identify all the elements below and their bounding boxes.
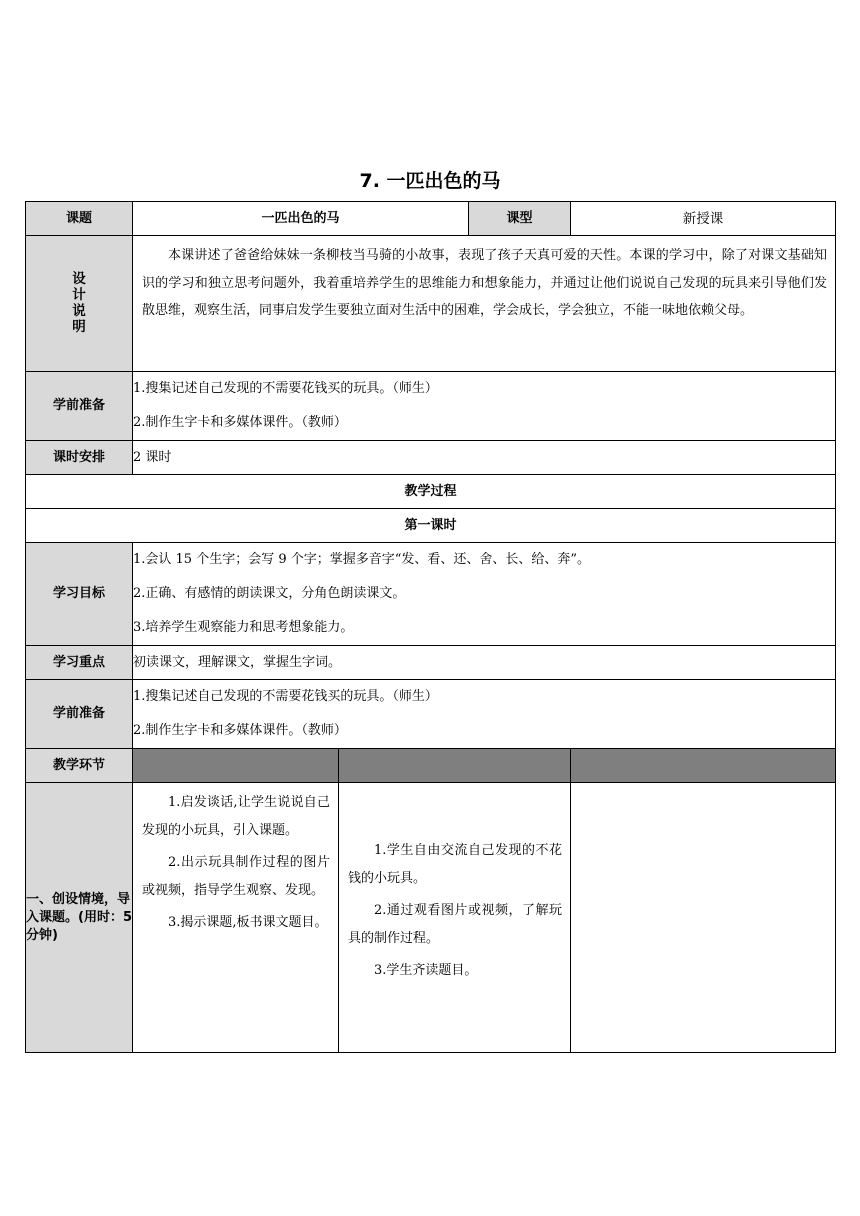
design-text-cell: [133, 236, 836, 372]
focus-label: 学习重点: [26, 646, 133, 680]
goals-items: [133, 543, 836, 646]
student-step: 1.学生自由交流自己发现的不花钱的小玩具。: [348, 843, 563, 886]
process-heading: 教学过程: [26, 475, 836, 509]
topic-value: 一匹出色的马: [133, 202, 469, 236]
schedule-label: 课时安排: [26, 441, 133, 475]
lesson-heading-row: [26, 509, 836, 543]
goal-item: 1.会认 15 个生字；会写 9 个字；掌握多音字“发、看、还、舍、长、给、奔”。: [133, 552, 591, 567]
steps-label: 教学环节: [26, 749, 133, 783]
teacher-step: 1.启发谈话,让学生说说自己发现的小玩具，引入课题。: [142, 795, 330, 838]
teacher-step: 2.出示玩具制作过程的图片或视频，指导学生观察、发现。: [142, 855, 330, 898]
goals-row: [26, 543, 836, 646]
prep1-item: 2.制作生字卡和多媒体课件。（教师）: [133, 415, 347, 430]
steps-header-notes: [571, 749, 836, 783]
prep1-label: 学前准备: [26, 372, 133, 441]
design-label: [26, 236, 133, 372]
design-row: [26, 236, 836, 372]
stage1-student: [339, 783, 570, 985]
prep1-item: 1.搜集记述自己发现的不需要花钱买的玩具。（师生）: [133, 381, 438, 396]
stage1-row: [26, 783, 836, 1053]
prep1-row: [26, 372, 836, 441]
goal-item: 3.培养学生观察能力和思考想象能力。: [133, 620, 354, 635]
schedule-row: [26, 441, 836, 475]
stage1-student-cell: [339, 783, 571, 1053]
lesson-plan-table: [25, 201, 836, 1053]
prep2-row: [26, 680, 836, 749]
stage1-notes-cell: [571, 783, 836, 1053]
steps-header-teacher: [133, 749, 339, 783]
goals-label: 学习目标: [26, 543, 133, 646]
stage1-teacher: [133, 783, 338, 937]
student-step: 2.通过观看图片或视频，了解玩具的制作过程。: [348, 903, 563, 946]
goal-item: 2.正确、有感情的朗读课文，分角色朗读课文。: [133, 586, 406, 601]
prep2-item: 1.搜集记述自己发现的不需要花钱买的玩具。（师生）: [133, 689, 438, 704]
focus-row: [26, 646, 836, 680]
prep2-item: 2.制作生字卡和多媒体课件。（教师）: [133, 723, 347, 738]
header-row: [26, 202, 836, 236]
design-label-chars: 设 计 说 明: [72, 270, 86, 335]
process-heading-row: [26, 475, 836, 509]
student-step: 3.学生齐读题目。: [374, 963, 478, 978]
prep1-items: [133, 372, 836, 441]
prep2-label: 学前准备: [26, 680, 133, 749]
schedule-value: 2 课时: [133, 441, 836, 475]
lesson-heading: 第一课时: [26, 509, 836, 543]
focus-value: 初读课文，理解课文，掌握生字词。: [133, 646, 836, 680]
steps-header-student: [339, 749, 571, 783]
page-title: 7. 一匹出色的马: [359, 170, 501, 192]
teacher-step: 3.揭示课题,板书课文题目。: [168, 915, 328, 930]
prep2-items: [133, 680, 836, 749]
topic-label: 课题: [26, 202, 133, 236]
steps-header-row: [26, 749, 836, 783]
design-text: 本课讲述了爸爸给妹妹一条柳枝当马骑的小故事，表现了孩子天真可爱的天性。本课的学习中，除了对课文基础知识的学习和独立思考问题外，我着重培养学生的思维能力和想象能力，并通过让他们说说自己发现的玩具来引导他们发散思维，观察生活，同事启发学生要独立面对生活中的困难，学会成长，学会独立，不能一味地依赖父母。: [142, 248, 828, 318]
stage1-teacher-cell: [133, 783, 339, 1053]
type-label: 课型: [469, 202, 571, 236]
stage1-label: 一、创设情境，导入课题。(用时：5 分钟): [26, 783, 133, 1053]
type-value: 新授课: [571, 202, 836, 236]
